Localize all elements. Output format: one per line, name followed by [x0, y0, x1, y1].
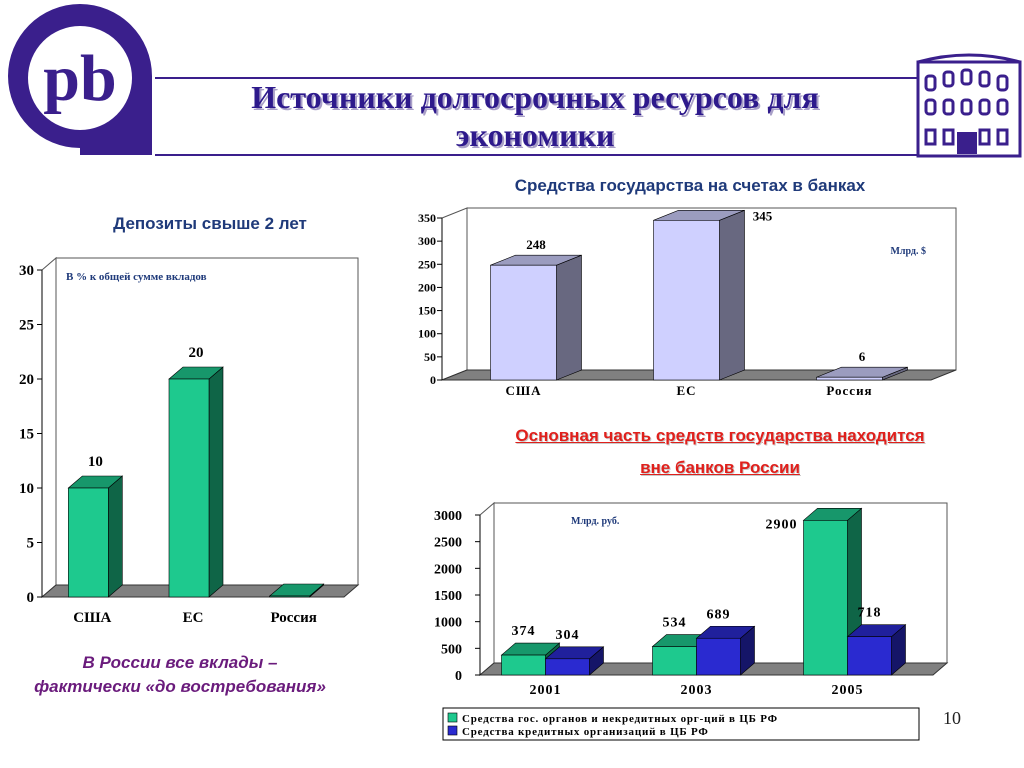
bar-0-side — [557, 255, 582, 380]
red-note-line-1: Основная часть средств государства находится — [515, 426, 925, 445]
y-tick-label: 150 — [418, 303, 436, 318]
y-tick-label: 50 — [424, 349, 436, 364]
purple-note-line-2: фактически «до востребования» — [34, 677, 326, 696]
data-label: 10 — [87, 454, 103, 470]
data-label: 718 — [857, 605, 882, 621]
y-tick-label: 0 — [455, 669, 462, 684]
data-label: 20 — [188, 345, 204, 361]
data-label: 534 — [662, 615, 687, 631]
x-tick-label: 2001 — [529, 683, 562, 698]
x-tick-label: США — [505, 383, 542, 398]
y-tick-label: 0 — [430, 373, 436, 387]
y-tick-label: 200 — [418, 280, 436, 295]
chart-annotation: Млрд. $ — [890, 246, 926, 257]
x-tick-label: Россия — [826, 383, 873, 398]
legend-label: Средства гос. органов и некредитных орг-ций в ЦБ РФ — [462, 713, 778, 725]
data-label: 689 — [706, 607, 731, 623]
right-top-chart-title: Средства государства на счетах в банках — [514, 176, 866, 195]
y-tick-label: 350 — [418, 211, 436, 225]
y-tick-label: 3000 — [434, 509, 462, 524]
purple-note-line-1: В России все вклады – — [82, 653, 278, 672]
pb-logo-icon — [8, 4, 152, 155]
x-tick-label: ЕС — [676, 383, 697, 398]
bar-1-side — [209, 367, 223, 597]
chart-annotation: Млрд. руб. — [571, 516, 620, 527]
plot-side-wall — [480, 503, 494, 675]
svg-text:pb: pb — [43, 42, 117, 115]
left-chart-title: Депозиты свыше 2 лет — [113, 214, 307, 233]
y-tick-label: 500 — [441, 642, 462, 658]
legend-label: Средства кредитных организаций в ЦБ РФ — [462, 726, 709, 738]
bar-1 — [654, 220, 720, 380]
x-tick-label: 2003 — [680, 683, 713, 698]
bar-1ec98e-2 — [804, 520, 848, 675]
deposits-chart — [10, 250, 370, 635]
y-tick-label: 100 — [418, 326, 436, 341]
bar-2 — [817, 377, 883, 380]
bar-2a2ad0-0 — [546, 659, 590, 675]
government-funds-chart — [390, 200, 970, 405]
y-tick-label: 2500 — [434, 535, 462, 551]
y-tick-label: 2000 — [434, 562, 462, 578]
bar-1ec98e-0 — [502, 655, 546, 675]
data-label: 6 — [858, 349, 866, 365]
y-tick-label: 20 — [19, 372, 34, 388]
chart-annotation: В % к общей сумме вкладов — [66, 271, 207, 283]
bar-1 — [169, 379, 209, 597]
bar-2 — [270, 596, 310, 597]
building-icon — [918, 55, 1020, 156]
x-tick-label: 2005 — [831, 683, 864, 698]
bar-1ec98e-1 — [653, 647, 697, 675]
bar-1-side — [720, 210, 745, 380]
title-line-2: экономики — [455, 117, 615, 153]
page-number: 10 — [943, 708, 961, 728]
x-tick-label: ЕС — [182, 610, 204, 626]
data-label: 2900 — [765, 517, 798, 533]
y-tick-label: 25 — [19, 317, 34, 334]
bar-0 — [68, 488, 108, 597]
x-tick-label: Россия — [270, 610, 317, 626]
legend-swatch — [448, 713, 457, 722]
y-tick-label: 0 — [26, 590, 34, 606]
plot-side-wall — [442, 208, 467, 380]
y-tick-label: 1000 — [434, 615, 462, 631]
data-label: 304 — [555, 627, 580, 643]
cbr-funds-chart — [400, 495, 960, 745]
data-label: 374 — [511, 624, 536, 640]
y-tick-label: 250 — [418, 257, 436, 272]
bar-0-side — [108, 476, 122, 597]
bar-2a2ad0-1 — [697, 638, 741, 675]
purple-note — [0, 651, 360, 699]
data-label: 248 — [526, 237, 546, 253]
page-title — [170, 78, 900, 154]
y-tick-label: 15 — [19, 426, 34, 443]
data-label: 345 — [752, 208, 773, 224]
plot-side-wall — [42, 258, 56, 597]
title-line-1: Источники долгосрочных ресурсов для — [251, 79, 819, 115]
bar-0 — [491, 265, 557, 380]
red-note-line-2: вне банков России — [640, 458, 800, 477]
x-tick-label: США — [73, 610, 112, 626]
y-tick-label: 10 — [19, 481, 34, 497]
y-tick-label: 5 — [26, 535, 34, 552]
y-tick-label: 1500 — [434, 589, 462, 604]
y-tick-label: 30 — [19, 263, 34, 279]
y-tick-label: 300 — [418, 234, 436, 249]
bar-2a2ad0-2 — [848, 637, 892, 675]
legend-swatch — [448, 726, 457, 735]
